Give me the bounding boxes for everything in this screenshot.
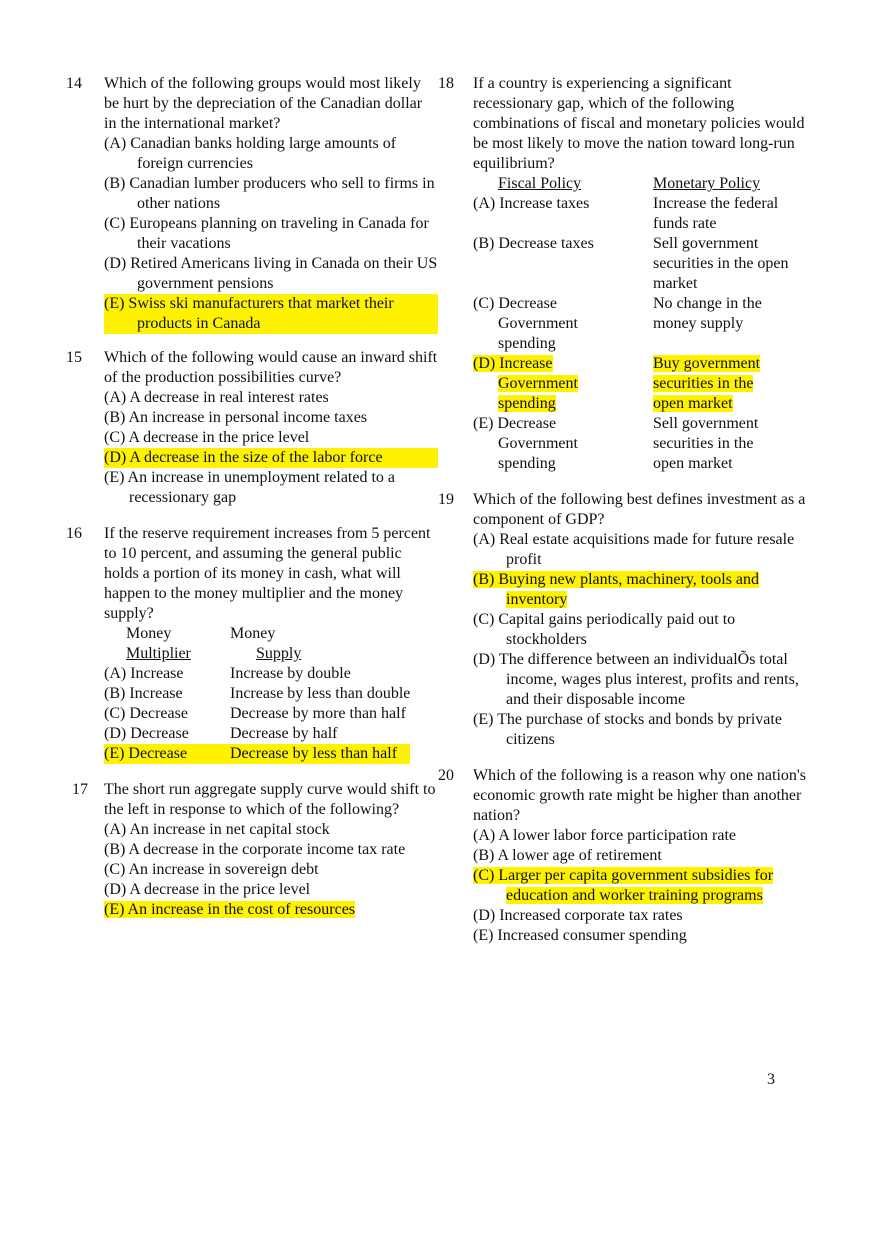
question-number: 18 — [438, 75, 454, 92]
table-row-answer — [473, 354, 810, 414]
question-stem: If the reserve requirement increases from 5 percent to 10 percent, and assuming the general public holds a portion of its money in cash, what will happen to the money multiplier and the money supply? — [104, 525, 431, 622]
row-a-fiscal: (A) Increase taxes — [473, 195, 590, 212]
option-c-answer: (C) Larger per capita government subsidies for education and worker training programs — [473, 867, 774, 904]
option-a: (A) An increase in net capital stock — [104, 821, 330, 838]
option-d: (D) Retired Americans living in Canada on their US government pensions — [104, 255, 438, 292]
option-a: (A) A decrease in real interest rates — [104, 389, 329, 406]
option-d: (D) Increased corporate tax rates — [473, 907, 683, 924]
option-e-answer: (E) Swiss ski manufacturers that market their products in Canada — [104, 294, 438, 334]
row-d-supply: Decrease by half — [230, 725, 338, 742]
question-stem: Which of the following would cause an inward shift of the production possibilities curve? — [104, 349, 438, 386]
row-c-monetary: No change in the money supply — [653, 295, 762, 332]
row-e-monetary: Sell government securities in the open market — [653, 415, 759, 472]
option-e: (E) An increase in unemployment related to a recessionary gap — [104, 469, 396, 506]
option-b: (B) A lower age of retirement — [473, 847, 662, 864]
row-c-multiplier: (C) Decrease — [104, 705, 188, 722]
question-15 — [66, 348, 438, 508]
option-d: (D) A decrease in the price level — [104, 881, 311, 898]
row-b-multiplier: (B) Increase — [104, 685, 183, 702]
option-c: (C) Capital gains periodically paid out to stockholders — [473, 611, 736, 648]
left-column — [66, 74, 438, 920]
question-20 — [438, 766, 810, 946]
question-stem: The short run aggregate supply curve would shift to the left in response to which of the following? — [104, 781, 436, 818]
option-b: (B) A decrease in the corporate income tax rate — [104, 841, 406, 858]
row-d-fiscal: (D) Increase Government spending — [473, 355, 578, 412]
table-header-supply-top: Money — [230, 625, 276, 642]
row-a-monetary: Increase the federal funds rate — [653, 195, 779, 232]
question-number: 17 — [72, 781, 88, 798]
table-row — [473, 194, 810, 234]
table-row — [473, 294, 810, 354]
row-a-supply: Increase by double — [230, 665, 351, 682]
question-stem: Which of the following is a reason why one nation's economic growth rate might be higher than another nation? — [473, 767, 807, 824]
table-header-fiscal: Fiscal Policy — [498, 175, 582, 192]
row-b-fiscal: (B) Decrease taxes — [473, 235, 594, 252]
table-header-supply: Supply — [256, 645, 302, 662]
table-header-multiplier-top: Money — [126, 625, 172, 642]
row-e-fiscal: (E) Decrease Government spending — [473, 415, 578, 472]
question-number: 15 — [66, 349, 82, 366]
row-e-multiplier: (E) Decrease — [104, 745, 188, 762]
option-c: (C) A decrease in the price level — [104, 429, 310, 446]
policy-table — [473, 174, 810, 474]
option-b-answer: (B) Buying new plants, machinery, tools and inventory — [473, 571, 760, 608]
answer-table — [104, 624, 410, 764]
row-b-monetary: Sell government securities in the open market — [653, 235, 789, 292]
option-a: (A) Real estate acquisitions made for future resale profit — [473, 531, 795, 568]
table-row-answer — [104, 744, 410, 764]
question-stem: Which of the following best defines investment as a component of GDP? — [473, 491, 806, 528]
question-stem: If a country is experiencing a significant recessionary gap, which of the following combinations of fiscal and monetary policies would be most likely to move the nation toward long-run equilibrium? — [473, 75, 805, 172]
table-row — [104, 724, 410, 744]
row-c-fiscal: (C) Decrease Government spending — [473, 295, 578, 352]
question-stem: Which of the following groups would most likely be hurt by the depreciation of the Canadian dollar in the international market? — [104, 75, 423, 132]
option-b: (B) Canadian lumber producers who sell to firms in other nations — [104, 175, 435, 212]
option-e: (E) Increased consumer spending — [473, 927, 687, 944]
question-number: 19 — [438, 491, 454, 508]
table-header-multiplier: Multiplier — [126, 645, 191, 662]
option-d: (D) The difference between an individualÕs total income, wages plus interest, profits and rents, and their disposable income — [473, 651, 799, 708]
option-c: (C) Europeans planning on traveling in Canada for their vacations — [104, 215, 429, 252]
row-d-monetary: Buy government securities in the open market — [653, 355, 761, 412]
option-d-answer: (D) A decrease in the size of the labor force — [104, 448, 438, 468]
row-a-multiplier: (A) Increase — [104, 665, 184, 682]
row-c-supply: Decrease by more than half — [230, 705, 406, 722]
row-e-supply: Decrease by less than half — [230, 745, 398, 762]
question-18 — [438, 74, 810, 474]
table-header-monetary: Monetary Policy — [653, 175, 761, 192]
row-d-multiplier: (D) Decrease — [104, 725, 189, 742]
option-b: (B) An increase in personal income taxes — [104, 409, 368, 426]
option-c: (C) An increase in sovereign debt — [104, 861, 319, 878]
option-a: (A) A lower labor force participation rate — [473, 827, 736, 844]
table-row — [104, 704, 410, 724]
option-a: (A) Canadian banks holding large amounts of foreign currencies — [104, 135, 397, 172]
row-b-supply: Increase by less than double — [230, 685, 411, 702]
question-number: 14 — [66, 75, 82, 92]
option-e-answer: (E) An increase in the cost of resources — [104, 901, 356, 918]
question-number: 16 — [66, 525, 82, 542]
right-column — [438, 74, 810, 946]
table-row — [104, 684, 410, 704]
table-row — [473, 234, 810, 294]
page-number: 3 — [767, 1071, 775, 1088]
question-17 — [66, 780, 438, 920]
table-row — [104, 664, 410, 684]
table-row — [473, 414, 810, 474]
question-19 — [438, 490, 810, 750]
option-e: (E) The purchase of stocks and bonds by private citizens — [473, 711, 782, 748]
question-16 — [66, 524, 438, 764]
question-14 — [66, 74, 438, 334]
question-number: 20 — [438, 767, 454, 784]
